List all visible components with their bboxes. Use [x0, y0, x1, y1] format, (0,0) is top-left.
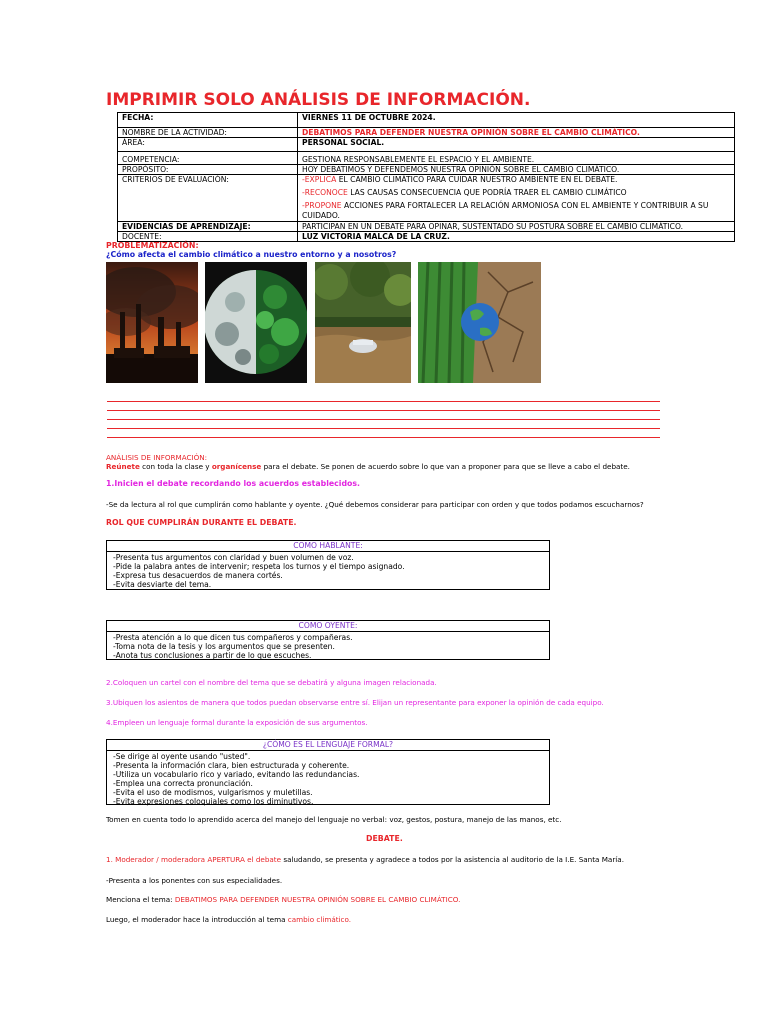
list-item: -Evita el uso de modismos, vulgarismos y muletillas. [113, 788, 313, 797]
list-item: -Evita expresiones coloquiales como los diminutivos. [113, 797, 314, 806]
area-label: ÁREA: [118, 138, 298, 152]
proposito-value: HOY DEBATIMOS Y DEFENDEMOS NUESTRA OPINIÓN SOBRE EL CAMBIO CLIMÁTICO. [298, 165, 735, 175]
competencia-label: COMPETENCIA: [118, 152, 298, 165]
evidencias-value: PARTICIPAN EN UN DEBATE PARA OPINAR, SUSTENTADO SU POSTURA SOBRE EL CAMBIO CLIMÁTICO. [298, 222, 735, 232]
formal-list [107, 751, 549, 808]
list-item: -Expresa tus desacuerdos de manera cortés. [113, 571, 283, 580]
tomen-text: Tomen en cuenta todo lo aprendido acerca del manejo del lenguaje no verbal: voz, gestos, postura, manejo de las manos, etc. [106, 815, 562, 824]
problematizacion-label: PROBLEMATIZACIÓN: [106, 241, 199, 250]
criterios-value [298, 175, 735, 222]
answer-line [107, 419, 660, 420]
step1: 1.Inicien el debate recordando los acuerdos establecidos. [106, 479, 361, 488]
fecha-label: FECHA: [118, 113, 298, 128]
actividad-value: DEBATIMOS PARA DEFENDER NUESTRA OPINIÓN SOBRE EL CAMBIO CLIMÁTICO. [298, 128, 735, 138]
criterio-propone: -PROPONE ACCIONES PARA FORTALECER LA RELACIÓN ARMONIOSA CON EL AMBIENTE Y CONTRIBUIR A SU CUIDADO. [302, 201, 709, 220]
proposito-label: PROPÓSITO: [118, 165, 298, 175]
presenta-text: -Presenta a los ponentes con sus especialidades. [106, 876, 283, 885]
hablante-list [107, 552, 549, 591]
area-value: PERSONAL SOCIAL. [298, 138, 735, 152]
oyente-title: COMO OYENTE: [107, 621, 549, 632]
list-item: -Toma nota de la tesis y los argumentos que se presenten. [113, 642, 335, 651]
list-item: -Pide la palabra antes de intervenir; respeta los turnos y el tiempo asignado. [113, 562, 405, 571]
debate-title: DEBATE. [366, 834, 403, 843]
factory-pollution-image [106, 262, 198, 383]
info-table [117, 112, 735, 242]
evidencias-label: EVIDENCIAS DE APRENDIZAJE: [118, 222, 298, 232]
criterio-explica: -EXPLICA EL CAMBIO CLIMÁTICO PARA CUIDAR NUESTRO AMBIENTE EN EL DEBATE. [302, 175, 618, 184]
criterios-label: CRITERIOS DE EVALUACIÓN: [118, 175, 298, 222]
list-item: -Evita desviarte del tema. [113, 580, 212, 589]
actividad-label: NOMBRE DE LA ACTIVIDAD: [118, 128, 298, 138]
earth-deforestation-image [205, 262, 307, 383]
list-item: -Anota tus conclusiones a partir de lo que escuches. [113, 651, 312, 660]
rol-title: ROL QUE CUMPLIRÁN DURANTE EL DEBATE. [106, 518, 297, 527]
menciona-text: Menciona el tema: DEBATIMOS PARA DEFENDER NUESTRA OPINIÓN SOBRE EL CAMBIO CLIMÁTICO. [106, 895, 461, 904]
fecha-value: VIERNES 11 DE OCTUBRE 2024. [298, 113, 735, 128]
docente-label: DOCENTE: [118, 232, 298, 242]
criterio-reconoce: -RECONOCE LAS CAUSAS CONSECUENCIA QUE PODRÍA TRAER EL CAMBIO CLIMÁTICO [302, 188, 627, 197]
list-item: -Emplea una correcta pronunciación. [113, 779, 253, 788]
formal-title: ¿CÓMO ES EL LENGUAJE FORMAL? [107, 740, 549, 751]
luego-text: Luego, el moderador hace la introducción al tema cambio climático. [106, 915, 352, 924]
hablante-title: COMO HABLANTE: [107, 541, 549, 552]
answer-line [107, 437, 660, 438]
step2: 2.Coloquen un cartel con el nombre del tema que se debatirá y alguna imagen relacionada. [106, 678, 437, 687]
list-item: -Utiliza un vocabulario rico y variado, evitando las redundancias. [113, 770, 360, 779]
answer-line [107, 410, 660, 411]
list-item: -Presenta tus argumentos con claridad y buen volumen de voz. [113, 553, 354, 562]
earth-drought-image [418, 262, 541, 383]
docente-value: LUZ VICTORIA MALCA DE LA CRUZ. [298, 232, 735, 242]
analisis-label: ANÁLISIS DE INFORMACIÓN: [106, 453, 208, 462]
analisis-intro: Reúnete con toda la clase y organícense para el debate. Se ponen de acuerdo sobre lo que van a proponer para que se lleve a cabo el debate. [106, 462, 630, 471]
list-item: -Presta atención a lo que dicen tus compañeros y compañeras. [113, 633, 353, 642]
page-title: IMPRIMIR SOLO ANÁLISIS DE INFORMACIÓN. [106, 90, 531, 110]
moderador-text: 1. Moderador / moderadora APERTURA el debate saludando, se presenta y agradece a todos por la asistencia al auditorio de la I.E. Santa María. [106, 855, 624, 864]
list-item: -Se dirige al oyente usando "usted". [113, 752, 251, 761]
analisis-lectura: -Se da lectura al rol que cumplirán como hablante y oyente. ¿Qué debemos considerar para participar con orden y que todos podamos escucharnos? [106, 500, 644, 509]
oyente-box [106, 620, 550, 660]
hablante-box [106, 540, 550, 590]
flood-image [315, 262, 411, 383]
competencia-value: GESTIONA RESPONSABLEMENTE EL ESPACIO Y EL AMBIENTE. [298, 152, 735, 165]
lenguaje-formal-box [106, 739, 550, 805]
answer-line [107, 428, 660, 429]
list-item: -Presenta la información clara, bien estructurada y coherente. [113, 761, 350, 770]
step4: 4.Empleen un lenguaje formal durante la exposición de sus argumentos. [106, 718, 368, 727]
oyente-list [107, 632, 549, 662]
step3: 3.Ubiquen los asientos de manera que todos puedan observarse entre sí. Elijan un representante para exponer la opinión de cada equipo. [106, 698, 604, 707]
problematizacion-question: ¿Cómo afecta el cambio climático a nuestro entorno y a nosotros? [106, 250, 397, 259]
answer-line [107, 401, 660, 402]
